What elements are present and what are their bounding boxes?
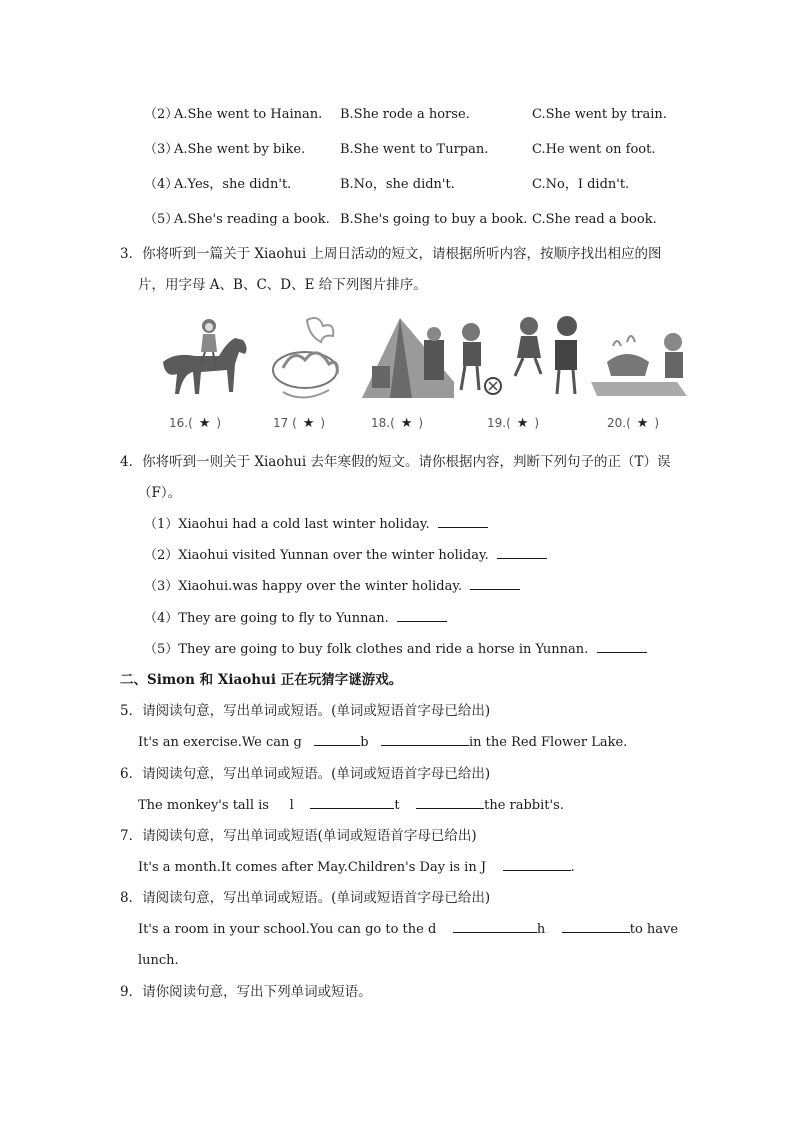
picture-caption: 20.( ★ ) bbox=[607, 416, 660, 431]
horse-riding-picture bbox=[155, 312, 255, 412]
q4-item: （2）Xiaohui visited Yunnan over the winter holiday. bbox=[144, 546, 547, 565]
camping-picture bbox=[360, 312, 455, 412]
q7-sentence: It's a month.It comes after May.Children's Day is in J . bbox=[138, 860, 575, 875]
q8-sentence: It's a room in your school.You can go to the d h to have bbox=[138, 922, 679, 937]
football-picture bbox=[455, 312, 585, 412]
answer-blank[interactable] bbox=[438, 515, 488, 528]
option-a: A.She went by bike. bbox=[174, 142, 306, 157]
dinner-picture bbox=[587, 312, 693, 412]
option-a: A.She's reading a book. bbox=[174, 212, 330, 227]
answer-blank[interactable] bbox=[597, 640, 647, 653]
answer-blank[interactable] bbox=[381, 733, 469, 746]
star-icon: ★ bbox=[400, 416, 413, 431]
option-a: A.Yes，she didn't. bbox=[174, 177, 292, 192]
star-icon: ★ bbox=[302, 416, 315, 431]
q4-item: （3）Xiaohui.was happy over the winter holiday. bbox=[144, 577, 520, 596]
q5-sentence: It's an exercise.We can g b in the Red Flower Lake. bbox=[138, 735, 628, 750]
answer-blank[interactable] bbox=[470, 577, 520, 590]
q4-item: （1）Xiaohui had a cold last winter holiday. bbox=[144, 515, 488, 534]
picture-caption: 17 ( ★ ) bbox=[273, 416, 326, 431]
option-b: B.She went to Turpan. bbox=[340, 142, 489, 157]
picture-caption: 19.( ★ ) bbox=[487, 416, 540, 431]
star-icon: ★ bbox=[198, 416, 211, 431]
option-num: （2） bbox=[144, 107, 179, 122]
q4-prompt-cont: （F）。 bbox=[138, 485, 182, 501]
answer-blank[interactable] bbox=[397, 609, 447, 622]
q6-prompt: 6．请阅读句意，写出单词或短语。(单词或短语首字母已给出) bbox=[120, 766, 491, 782]
option-num: （5） bbox=[144, 212, 179, 227]
answer-blank[interactable] bbox=[503, 858, 571, 871]
flower-picture bbox=[263, 312, 358, 412]
option-b: B.No，she didn't. bbox=[340, 177, 455, 192]
option-b: B.She rode a horse. bbox=[340, 107, 470, 122]
answer-blank[interactable] bbox=[416, 796, 484, 809]
star-icon: ★ bbox=[636, 416, 649, 431]
answer-blank[interactable] bbox=[314, 733, 360, 746]
answer-blank[interactable] bbox=[497, 546, 547, 559]
option-num: （4） bbox=[144, 177, 179, 192]
option-c: C.He went on foot. bbox=[532, 142, 656, 157]
picture-caption: 18.( ★ ) bbox=[371, 416, 424, 431]
q8-prompt: 8．请阅读句意，写出单词或短语。(单词或短语首字母已给出) bbox=[120, 890, 491, 906]
q7-prompt: 7．请阅读句意，写出单词或短语(单词或短语首字母已给出) bbox=[120, 828, 477, 844]
q8-sentence-cont: lunch. bbox=[138, 953, 179, 968]
q4-item: （5）They are going to buy folk clothes and ride a horse in Yunnan. bbox=[144, 640, 647, 659]
answer-blank[interactable] bbox=[453, 920, 537, 933]
option-c: C.She went by train. bbox=[532, 107, 667, 122]
q4-item: （4）They are going to fly to Yunnan. bbox=[144, 609, 447, 628]
option-num: （3） bbox=[144, 142, 179, 157]
option-c: C.No，I didn't. bbox=[532, 177, 630, 192]
q4-prompt: 4．你将听到一则关于 Xiaohui 去年寒假的短文。请你根据内容，判断下列句子的正（T）误 bbox=[120, 454, 671, 470]
q6-sentence: The monkey's tall is l t the rabbit's. bbox=[138, 798, 564, 813]
picture-caption: 16.( ★ ) bbox=[169, 416, 222, 431]
option-c: C.She read a book. bbox=[532, 212, 657, 227]
answer-blank[interactable] bbox=[310, 796, 394, 809]
answer-blank[interactable] bbox=[562, 920, 630, 933]
q3-picture-strip bbox=[155, 312, 693, 440]
q3-prompt: 3．你将听到一篇关于 Xiaohui 上周日活动的短文，请根据所听内容，按顺序找出相应的图 bbox=[120, 246, 662, 262]
q3-prompt-cont: 片，用字母 A、B、C、D、E 给下列图片排序。 bbox=[138, 277, 427, 293]
option-b: B.She's going to buy a book. bbox=[340, 212, 528, 227]
star-icon: ★ bbox=[516, 416, 529, 431]
section-heading: 二、Simon 和 Xiaohui 正在玩猜字谜游戏。 bbox=[120, 672, 403, 688]
q9-prompt: 9．请你阅读句意，写出下列单词或短语。 bbox=[120, 984, 372, 1000]
q5-prompt: 5．请阅读句意，写出单词或短语。(单词或短语首字母已给出) bbox=[120, 703, 491, 719]
option-a: A.She went to Hainan. bbox=[174, 107, 323, 122]
